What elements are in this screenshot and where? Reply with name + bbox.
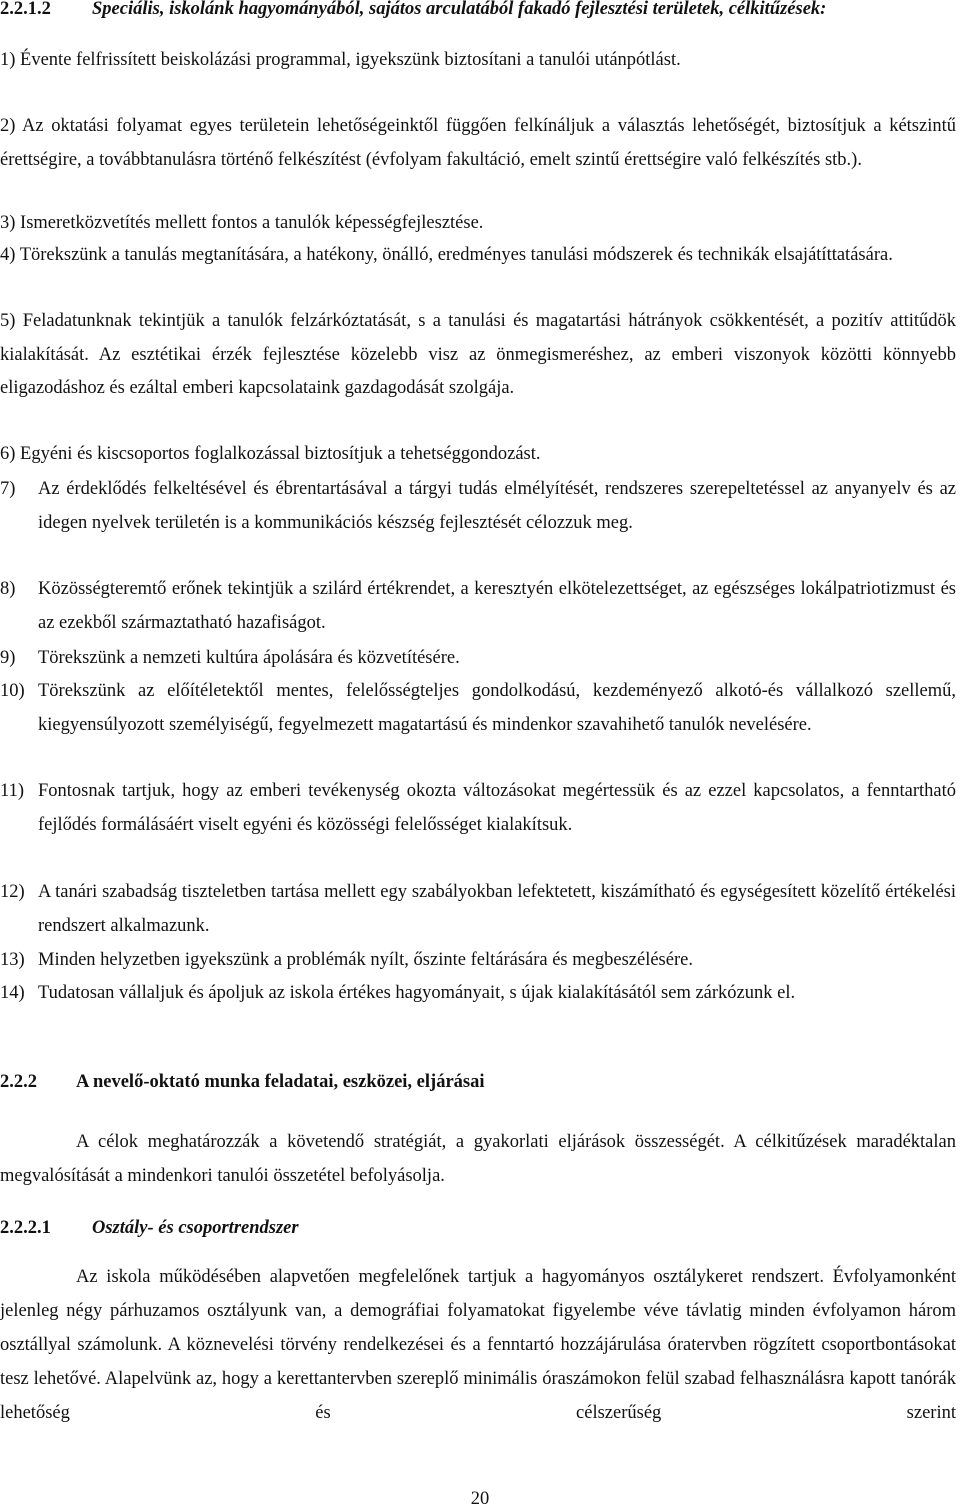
paragraph-goals-strategy: A célok meghatározzák a követendő stratégiát, a gyakorlati eljárások összességét. A célkitűzések maradéktalan megvalósítását a mindenkori tanulói összetétel befolyásolja. (0, 1132, 956, 1186)
goal-text: 3) Ismeretközvetítés mellett fontos a tanulók képességfejlesztése. (0, 213, 484, 233)
section-number: 2.2.2.1 (0, 1218, 51, 1238)
goal-number: 13) (0, 950, 25, 970)
goal-text: Törekszünk a nemzeti kultúra ápolására és közvetítésére. (38, 648, 460, 668)
goal-number: 8) (0, 579, 16, 599)
goal-item-11 (0, 775, 956, 842)
goal-item-9 (0, 642, 956, 676)
paragraph-class-system: Az iskola működésében alapvetően megfelelőnek tartjuk a hagyományos osztálykeret rendszert. Évfolyamonként jelenleg négy párhuzamos osztályunk van, a demográfiai folyamatokat figyelembe véve távlatig minden évfolyamon három osztállyal számolunk. A köznevelési törvény rendelkezései és a fenntartó hozzájárulása óratervben rögzített csoportbontásokat tesz lehetővé. Alapelvünk az, hogy a kerettantervben szereplő minimális óraszámokon felül szabad felhasználásra kapott tanórák lehetőség és célszerűség szerint (0, 1267, 956, 1423)
goal-item-1 (0, 44, 956, 78)
goal-item-2 (0, 110, 956, 177)
goal-text: Közösségteremtő erőnek tekintjük a szilárd értékrendet, a keresztyén elkötelezettséget, az egészséges lokálpatriotizmust és az ezekből származtatható hazafiságot. (38, 579, 956, 633)
section-number: 2.2.1.2 (0, 0, 51, 19)
section-title: Speciális, iskolánk hagyományából, sajátos arculatából fakadó fejlesztési területek, célkitűzések: (92, 0, 827, 19)
section-heading-2-2-2-1 (0, 1213, 960, 1243)
goal-item-4 (0, 239, 956, 273)
goal-text: 4) Törekszünk a tanulás megtanítására, a hatékony, önálló, eredményes tanulási módszerek és technikák elsajátíttatására. (0, 245, 893, 265)
goal-item-7 (0, 473, 956, 540)
goal-number: 14) (0, 983, 25, 1003)
goal-text: Minden helyzetben igyekszünk a problémák nyílt, őszinte feltárására és megbeszélésére. (38, 950, 693, 970)
section-title: Osztály- és csoportrendszer (92, 1218, 299, 1238)
goal-text: Tudatosan vállaljuk és ápoljuk az iskola értékes hagyományait, s újak kialakításától sem zárkózunk el. (38, 983, 796, 1003)
goal-text: A tanári szabadság tiszteletben tartása mellett egy szabályokban lefektetett, kiszámítható és egységesített közelítő értékelési rendszert alkalmazunk. (38, 882, 956, 936)
goal-number: 10) (0, 681, 25, 701)
goal-text: Fontosnak tartjuk, hogy az emberi tevékenység okozta változásokat megértessük és az ezzel kapcsolatos, a fenntartható fejlődés formálásáért viselt egyéni és közösségi felelősséget kialakítsuk. (38, 781, 956, 835)
section-number: 2.2.2 (0, 1072, 37, 1092)
section-heading-2-2-2 (0, 1067, 960, 1097)
goal-item-8 (0, 573, 956, 640)
page-number: 20 (470, 1489, 490, 1509)
goal-number: 12) (0, 882, 25, 902)
goal-item-12 (0, 876, 956, 943)
goal-number: 7) (0, 479, 16, 499)
goal-number: 11) (0, 781, 24, 801)
goal-item-3 (0, 207, 956, 241)
goal-item-5 (0, 305, 956, 406)
goal-text: 2) Az oktatási folyamat egyes területein lehetőségeinktől függően felkínáljuk a választás lehetőségét, biztosítjuk a kétszintű érettségire, a továbbtanulásra történő felkészítést (évfolyam fakultáció, emelt szintű érettségire való felkészítés stb.). (0, 116, 956, 170)
section-title: A nevelő-oktató munka feladatai, eszközei, eljárásai (76, 1072, 485, 1092)
goal-text: Törekszünk az előítéletektől mentes, felelősségteljes gondolkodású, kezdeményező alkotó-és vállalkozó szellemű, kiegyensúlyozott személyiségű, fegyelmezett magatartású és mindenkor szavahihető tanulók nevelésére. (38, 681, 956, 735)
goal-item-13 (0, 944, 956, 978)
goal-number: 9) (0, 648, 16, 668)
section-heading-2-2-1-2 (0, 0, 960, 24)
goal-text: 6) Egyéni és kiscsoportos foglalkozással biztosítjuk a tehetséggondozást. (0, 444, 541, 464)
goal-text: 1) Évente felfrissített beiskolázási programmal, igyekszünk biztosítani a tanulói utánpótlást. (0, 50, 681, 70)
goal-item-14 (0, 977, 956, 1011)
goal-item-6 (0, 438, 956, 472)
goal-text: Az érdeklődés felkeltésével és ébrentartásával a tárgyi tudás elmélyítését, rendszeres szerepeltetéssel az anyanyelv és az idegen nyelvek területén is a kommunikációs készség fejlesztését célozzuk meg. (38, 479, 956, 533)
goal-text: 5) Feladatunknak tekintjük a tanulók felzárkóztatását, s a tanulási és magatartási hátrányok csökkentését, a pozitív attitűdök kialakítását. Az esztétikai érzék fejlesztése közelebb visz az önmegismeréshez, az emberi viszonyok közötti könnyebb eligazodáshoz és ezáltal emberi kapcsolataink gazdagodását szolgája. (0, 311, 956, 399)
goal-item-10 (0, 675, 956, 742)
